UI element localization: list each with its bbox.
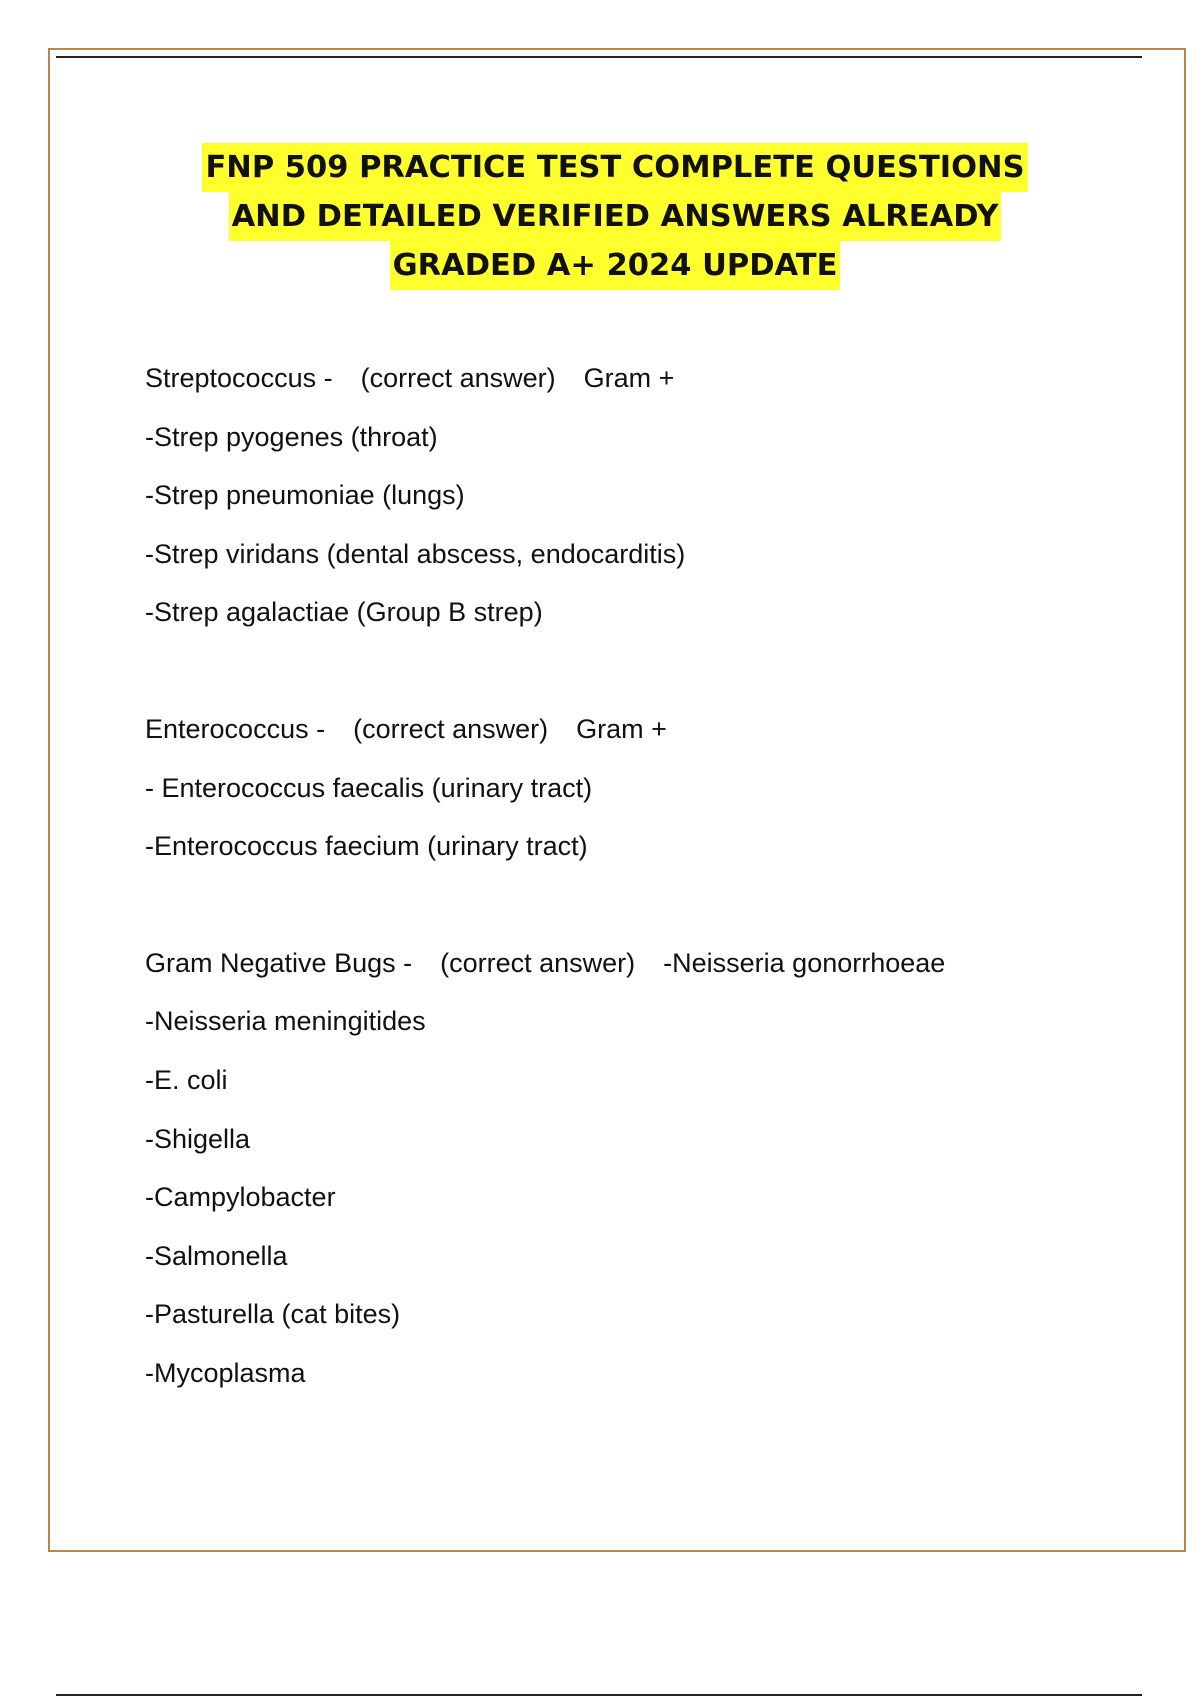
question-line: [145, 714, 1145, 773]
title-line: FNP 509 PRACTICE TEST COMPLETE QUESTIONS: [202, 143, 1027, 192]
document-body: [145, 363, 1145, 1417]
answer-line: -Neisseria meningitides: [145, 1006, 426, 1037]
answer-line: -Salmonella: [145, 1240, 288, 1271]
answer-line: -Pasturella (cat bites): [145, 1299, 401, 1330]
document-title: [150, 143, 1080, 290]
answer-line: - Enterococcus faecalis (urinary tract): [145, 772, 593, 803]
title-line: GRADED A+ 2024 UPDATE: [390, 241, 841, 290]
question-term: Gram Negative Bugs -: [145, 947, 413, 978]
answer-marker: (correct answer): [353, 713, 549, 744]
answer-line: -Mycoplasma: [145, 1357, 306, 1388]
bottom-rule: [56, 1694, 1142, 1696]
question-line: [145, 363, 1145, 422]
answer-line: -Campylobacter: [145, 1182, 336, 1213]
answer-line: -Strep agalactiae (Group B strep): [145, 597, 543, 628]
answer-text: -Neisseria gonorrhoeae: [663, 947, 946, 978]
answer-line: -E. coli: [145, 1064, 228, 1095]
answer-line: -Strep pneumoniae (lungs): [145, 480, 465, 511]
answer-marker: (correct answer): [440, 947, 636, 978]
qa-section-gram-negative: [145, 948, 1145, 1417]
answer-line: -Shigella: [145, 1123, 251, 1154]
qa-section-enterococcus: [145, 714, 1145, 890]
answer-marker: (correct answer): [360, 363, 556, 393]
qa-section-streptococcus: [145, 363, 1145, 656]
answer-line: -Strep pyogenes (throat): [145, 421, 438, 452]
answer-line: -Enterococcus faecium (urinary tract): [145, 831, 588, 862]
answer-text: Gram +: [583, 363, 675, 393]
title-line: AND DETAILED VERIFIED ANSWERS ALREADY: [229, 192, 1002, 241]
answer-text: Gram +: [576, 713, 667, 744]
answer-line: -Strep viridans (dental abscess, endocarditis): [145, 538, 686, 569]
question-line: [145, 948, 1145, 1007]
question-term: Enterococcus -: [145, 713, 326, 744]
top-rule: [56, 56, 1142, 58]
question-term: Streptococcus -: [145, 363, 333, 393]
